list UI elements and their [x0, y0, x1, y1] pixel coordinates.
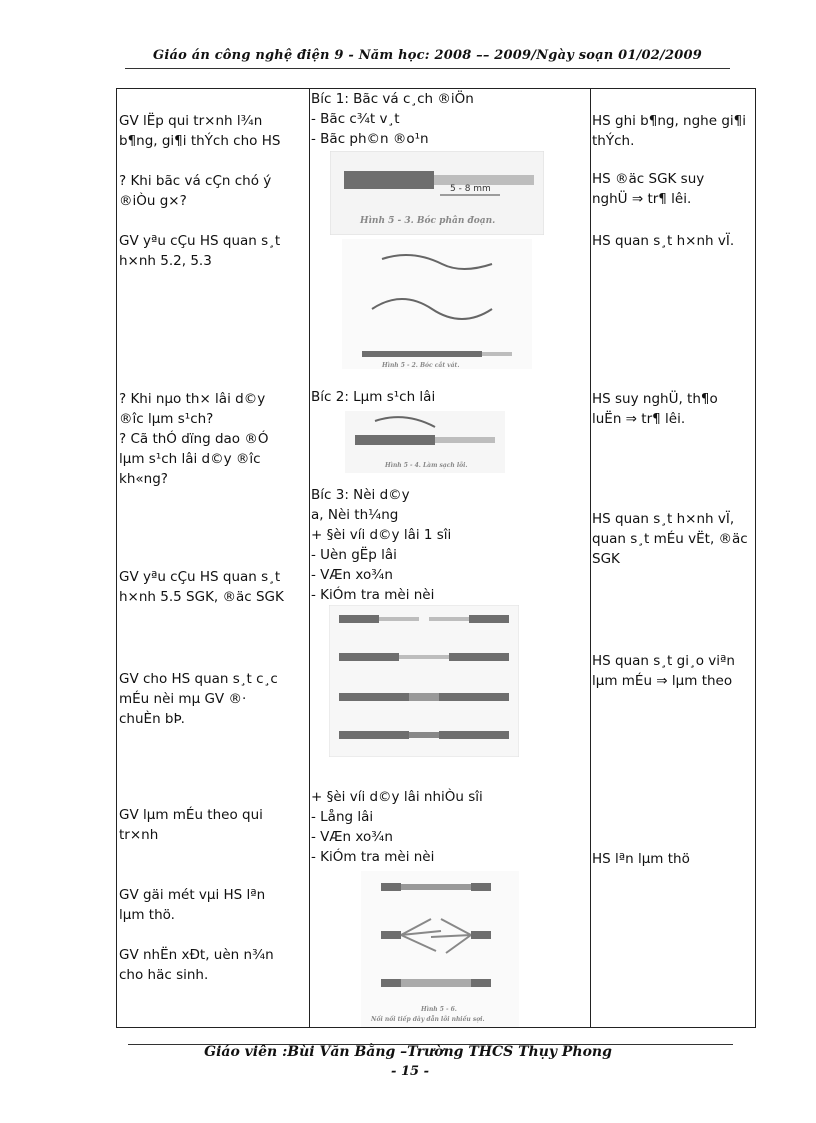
figure-background	[342, 239, 532, 369]
wire-insulation	[381, 931, 401, 939]
page-footer: Giáo viên :Bùi Văn Bằng –Trường THCS Thụy Phong	[204, 1044, 612, 1060]
student-text: HS suy nghÜ, th¶o	[592, 391, 718, 407]
wire-core	[482, 352, 512, 356]
figure-bare-strip-segment	[330, 151, 544, 235]
teacher-text: ? Khi bãc vá cÇn chó ý	[119, 173, 272, 189]
column-divider-1	[309, 89, 310, 1027]
wire-insulation	[381, 883, 401, 891]
figure-caption: Hình 5 - 2. Bóc cắt vát.	[382, 362, 460, 369]
content-text: - Bãc c¾t v¸t	[311, 111, 400, 127]
figure-multi-core-joint	[361, 871, 519, 1027]
page-number: - 15 -	[391, 1064, 429, 1079]
content-text: Bíc 1: Bãc vá c¸ch ®iÖn	[311, 91, 474, 107]
wire-insulation	[355, 435, 435, 445]
figure-bare-strip-slant	[342, 239, 532, 369]
wire-insulation	[471, 883, 491, 891]
wire-insulation	[339, 693, 409, 701]
teacher-text: kh«ng?	[119, 471, 168, 487]
figure-clean-core	[345, 411, 505, 473]
wire-insulation	[339, 731, 409, 739]
student-text: nghÜ ⇒ tr¶ lêi.	[592, 191, 692, 207]
wire-insulation	[362, 351, 482, 357]
wire-insulation	[449, 653, 509, 661]
wire-core	[401, 884, 471, 890]
student-text: thÝch.	[592, 133, 635, 149]
content-text: + §èi víi d©y lâi 1 sîi	[311, 527, 452, 543]
content-text: Bíc 2: Lµm s¹ch lâi	[311, 389, 436, 405]
student-text: luËn ⇒ tr¶ lêi.	[592, 411, 686, 427]
teacher-text: GV yªu cÇu HS quan s¸t	[119, 233, 281, 249]
content-text: - KiÓm tra mèi nèi	[311, 849, 435, 865]
student-text: HS quan s¸t h×nh vÏ,	[592, 511, 735, 527]
teacher-text: tr×nh	[119, 827, 159, 843]
teacher-text: b¶ng, gi¶i thÝch cho HS	[119, 133, 281, 149]
content-text: - VÆn xo¾n	[311, 829, 393, 845]
header-rule	[125, 68, 730, 69]
wire-insulation	[339, 615, 379, 623]
student-text: quan s¸t mÉu vËt, ®äc	[592, 531, 748, 547]
content-text: a, Nèi th¼ng	[311, 507, 399, 523]
student-text: HS ®äc SGK suy	[592, 171, 705, 187]
wire-core	[399, 655, 449, 659]
figure-caption: Hình 5 - 4. Làm sạch lõi.	[385, 462, 468, 469]
student-text: HS quan s¸t h×nh vÏ.	[592, 233, 735, 249]
student-text: SGK	[592, 551, 620, 567]
wire-insulation	[381, 979, 401, 987]
teacher-text: ®îc lµm s¹ch?	[119, 411, 214, 427]
wire-core	[435, 437, 495, 443]
teacher-text: ? Cã thÓ dïng dao ®Ó	[119, 431, 269, 447]
teacher-text: GV gäi mét vµi HS lªn	[119, 887, 266, 903]
teacher-text: GV yªu cÇu HS quan s¸t	[119, 569, 281, 585]
wire-insulation	[471, 931, 491, 939]
content-text: + §èi víi d©y lâi nhiÒu sîi	[311, 789, 483, 805]
teacher-text: GV cho HS quan s¸t c¸c	[119, 671, 278, 687]
dimension-label: 5 - 8 mm	[450, 184, 491, 194]
teacher-text: ®iÒu g×?	[119, 193, 187, 209]
student-text: HS quan s¸t gi¸o viªn	[592, 653, 735, 669]
wire-core	[429, 617, 469, 621]
student-text: lµm mÉu ⇒ lµm theo	[592, 673, 733, 689]
wire-core	[409, 732, 439, 738]
lesson-table	[116, 88, 756, 1028]
teacher-text: cho häc sinh.	[119, 967, 209, 983]
teacher-text: lµm thö.	[119, 907, 175, 923]
content-text: - Lång lâi	[311, 809, 374, 825]
content-text: - KiÓm tra mèi nèi	[311, 587, 435, 603]
wire-insulation	[439, 731, 509, 739]
content-text: - VÆn xo¾n	[311, 567, 393, 583]
wire-core	[409, 693, 439, 701]
teacher-text: h×nh 5.5 SGK, ®äc SGK	[119, 589, 284, 605]
figure-background	[361, 871, 519, 1027]
wire-core	[401, 979, 471, 987]
teacher-text: lµm s¹ch lâi d©y ®îc	[119, 451, 261, 467]
wire-insulation	[469, 615, 509, 623]
column-divider-2	[590, 89, 591, 1027]
teacher-text: ? Khi nµo th× lâi d©y	[119, 391, 266, 407]
figure-subcaption: Nối nối tiếp dây dẫn lõi nhiều sợi.	[371, 1016, 485, 1023]
teacher-text: h×nh 5.2, 5.3	[119, 253, 212, 269]
wire-insulation	[439, 693, 509, 701]
teacher-text: GV lËp qui tr×nh l¾n	[119, 113, 263, 129]
teacher-text: GV nhËn xÐt, uèn n¾n	[119, 947, 274, 963]
teacher-text: chuÈn bÞ.	[119, 711, 185, 727]
figure-caption: Hình 5 - 3. Bóc phân đoạn.	[360, 216, 496, 226]
wire-core	[379, 617, 419, 621]
student-text: HS lªn lµm thö	[592, 851, 690, 867]
figure-caption: Hình 5 - 6.	[421, 1006, 457, 1013]
teacher-text: GV lµm mÉu theo qui	[119, 807, 263, 823]
content-text: Bíc 3: Nèi d©y	[311, 487, 410, 503]
content-text: - Bãc ph©n ®o¹n	[311, 131, 429, 147]
wire-insulation	[339, 653, 399, 661]
wire-insulation	[344, 171, 434, 189]
content-text: - Uèn gËp lâi	[311, 547, 397, 563]
wire-insulation	[471, 979, 491, 987]
page-header: Giáo án công nghệ điện 9 - Năm học: 2008 –– 2009/Ngày soạn 01/02/2009	[153, 48, 702, 63]
teacher-text: mÉu nèi mµ GV ®·	[119, 691, 247, 707]
figure-single-core-joint	[329, 605, 519, 757]
student-text: HS ghi b¶ng, nghe gi¶i	[592, 113, 746, 129]
